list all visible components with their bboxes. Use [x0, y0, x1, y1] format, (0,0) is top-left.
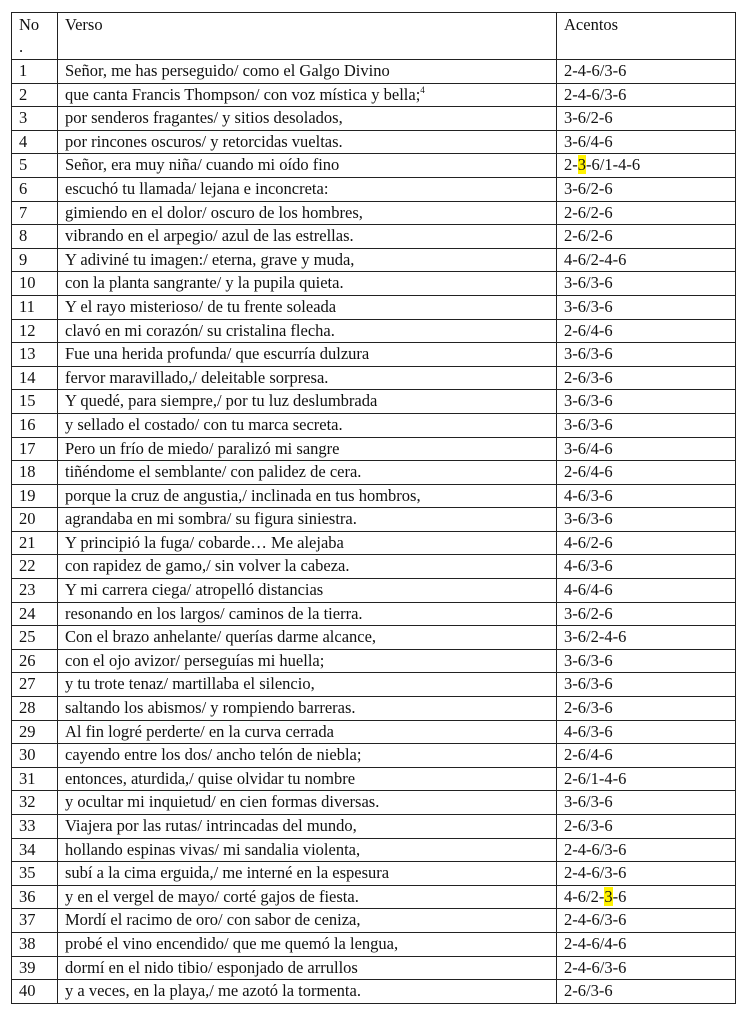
accents-cell: 2-6/2-6 — [557, 225, 736, 249]
accents-cell: 3-6/2-4-6 — [557, 626, 736, 650]
table-row — [12, 319, 736, 343]
verse-text: con rapidez de gamo,/ sin volver la cabeza. — [65, 556, 350, 576]
accents-cell: 4-6/3-6 — [557, 484, 736, 508]
verse-text: clavó en mi corazón/ su cristalina flecha. — [65, 320, 335, 340]
verse-text: y ocultar mi inquietud/ en cien formas diversas. — [65, 792, 380, 812]
header-no-dot: . — [19, 37, 24, 56]
table-row — [12, 225, 736, 249]
verse-text-cell — [58, 720, 557, 744]
table-row — [12, 791, 736, 815]
verse-text: Señor, me has perseguido/ como el Galgo Divino — [65, 61, 390, 80]
accents-cell: 3-6/3-6 — [557, 508, 736, 532]
table-row — [12, 885, 736, 909]
verse-table-container — [11, 12, 736, 1004]
table-row — [12, 720, 736, 744]
verse-text: Señor, era muy niña/ cuando mi oído fino — [65, 155, 340, 175]
table-row — [12, 60, 736, 84]
header-no — [12, 13, 58, 60]
verse-text-cell — [58, 83, 557, 107]
table-row — [12, 437, 736, 461]
verse-text-cell — [58, 343, 557, 367]
highlighted-accent: 3 — [577, 155, 586, 175]
table-row — [12, 248, 736, 272]
row-number: 2 — [12, 83, 58, 107]
row-number: 8 — [12, 225, 58, 249]
verse-text: por rincones oscuros/ y retorcidas vueltas. — [65, 131, 343, 151]
table-row — [12, 390, 736, 414]
table-row — [12, 508, 736, 532]
table-row — [12, 579, 736, 603]
verse-table — [11, 12, 736, 1004]
verse-text: Pero un frío de miedo/ paralizó mi sangre — [65, 438, 340, 458]
verse-text: escuchó tu llamada/ lejana e inconcreta: — [65, 178, 329, 198]
verse-text-cell — [58, 579, 557, 603]
row-number: 35 — [12, 862, 58, 886]
accents-cell: 2-4-6/3-6 — [557, 956, 736, 980]
verse-text: subí a la cima erguida,/ me interné en la espesura — [65, 863, 390, 883]
accents-cell: 4-6/2-6 — [557, 531, 736, 555]
header-verso: Verso — [58, 13, 557, 60]
verse-text: Y mi carrera ciega/ atropelló distancias — [65, 580, 324, 600]
table-row — [12, 107, 736, 131]
verse-text-cell — [58, 791, 557, 815]
table-row — [12, 295, 736, 319]
accents-cell: 3-6/3-6 — [557, 272, 736, 296]
verse-text: Y el rayo misterioso/ de tu frente soleada — [65, 296, 337, 316]
accents-cell: 2-6/4-6 — [557, 744, 736, 768]
verse-text: Con el brazo anhelante/ querías darme alcance, — [65, 627, 377, 647]
verse-text-cell — [58, 154, 557, 178]
verse-text: con la planta sangrante/ y la pupila quieta. — [65, 273, 344, 293]
accents-cell — [557, 154, 736, 178]
verse-text-cell — [58, 602, 557, 626]
accents-cell: 4-6/2-4-6 — [557, 248, 736, 272]
verse-text-cell — [58, 673, 557, 697]
accent-pattern-part: 4-6/2- — [564, 886, 605, 906]
table-row — [12, 413, 736, 437]
verse-text-cell — [58, 531, 557, 555]
verse-text: saltando los abismos/ y rompiendo barreras. — [65, 698, 356, 718]
verse-text-cell — [58, 555, 557, 579]
table-row — [12, 956, 736, 980]
verse-text: Mordí el racimo de oro/ con sabor de ceniza, — [65, 910, 361, 930]
table-row — [12, 673, 736, 697]
table-row — [12, 626, 736, 650]
row-number: 1 — [12, 60, 58, 84]
table-row — [12, 201, 736, 225]
verse-text: probé el vino encendido/ que me quemó la lengua, — [65, 933, 399, 953]
footnote-marker: 4 — [420, 84, 425, 95]
accents-cell: 3-6/3-6 — [557, 295, 736, 319]
verse-text-cell — [58, 626, 557, 650]
verse-text-cell — [58, 413, 557, 437]
verse-text-cell — [58, 909, 557, 933]
verse-text: fervor maravillado,/ deleitable sorpresa. — [65, 367, 329, 387]
table-row — [12, 484, 736, 508]
verse-text: Y adiviné tu imagen:/ eterna, grave y muda, — [65, 249, 355, 269]
accents-cell: 2-4-6/3-6 — [557, 862, 736, 886]
verse-text-cell — [58, 649, 557, 673]
verse-text-cell — [58, 697, 557, 721]
row-number: 14 — [12, 366, 58, 390]
row-number: 31 — [12, 767, 58, 791]
accents-cell: 2-6/2-6 — [557, 201, 736, 225]
accents-cell: 4-6/4-6 — [557, 579, 736, 603]
row-number: 32 — [12, 791, 58, 815]
verse-text-cell — [58, 60, 557, 84]
accents-cell: 2-6/3-6 — [557, 366, 736, 390]
table-row — [12, 862, 736, 886]
verse-text: agrandaba en mi sombra/ su figura siniestra. — [65, 509, 357, 529]
row-number: 29 — [12, 720, 58, 744]
accents-cell: 2-6/1-4-6 — [557, 767, 736, 791]
accents-cell: 2-4-6/3-6 — [557, 83, 736, 107]
accents-cell: 4-6/3-6 — [557, 555, 736, 579]
table-row — [12, 366, 736, 390]
verse-text-cell — [58, 390, 557, 414]
accents-cell: 2-4-6/3-6 — [557, 838, 736, 862]
verse-text-cell — [58, 201, 557, 225]
table-row — [12, 531, 736, 555]
verse-text: por senderos fragantes/ y sitios desolados, — [65, 108, 343, 128]
verse-text: Fue una herida profunda/ que escurría dulzura — [65, 344, 370, 364]
row-number: 34 — [12, 838, 58, 862]
verse-text: vibrando en el arpegio/ azul de las estrellas. — [65, 226, 354, 246]
table-row — [12, 909, 736, 933]
row-number: 23 — [12, 579, 58, 603]
row-number: 10 — [12, 272, 58, 296]
table-row — [12, 343, 736, 367]
table-row — [12, 83, 736, 107]
verse-text-cell — [58, 956, 557, 980]
verse-text: y sellado el costado/ con tu marca secreta. — [65, 414, 343, 434]
row-number: 12 — [12, 319, 58, 343]
verse-text-cell — [58, 744, 557, 768]
row-number: 33 — [12, 815, 58, 839]
row-number: 11 — [12, 295, 58, 319]
row-number: 39 — [12, 956, 58, 980]
verse-text-cell — [58, 366, 557, 390]
table-row — [12, 980, 736, 1004]
header-acentos: Acentos — [557, 13, 736, 60]
verse-text: dormí en el nido tibio/ esponjado de arrullos — [65, 957, 358, 977]
row-number: 40 — [12, 980, 58, 1004]
accent-pattern-part: 2- — [564, 155, 578, 175]
accents-cell — [557, 885, 736, 909]
verse-text-cell — [58, 932, 557, 956]
accents-cell: 2-4-6/3-6 — [557, 60, 736, 84]
header-no-label: No — [19, 15, 40, 34]
verse-text-cell — [58, 272, 557, 296]
accents-cell: 2-4-6/4-6 — [557, 932, 736, 956]
verse-text-cell — [58, 295, 557, 319]
table-row — [12, 461, 736, 485]
row-number: 18 — [12, 461, 58, 485]
table-row — [12, 272, 736, 296]
accents-cell: 3-6/3-6 — [557, 673, 736, 697]
accents-cell: 2-6/3-6 — [557, 697, 736, 721]
accents-cell: 3-6/4-6 — [557, 437, 736, 461]
verse-text-cell — [58, 437, 557, 461]
verse-text: que canta Francis Thompson/ con voz mística y bella; — [65, 84, 421, 104]
accents-cell: 3-6/3-6 — [557, 390, 736, 414]
verse-text: cayendo entre los dos/ ancho telón de niebla; — [65, 745, 362, 765]
table-row — [12, 744, 736, 768]
verse-text-cell — [58, 177, 557, 201]
accents-cell: 3-6/3-6 — [557, 343, 736, 367]
verse-text-cell — [58, 980, 557, 1004]
verse-text: entonces, aturdida,/ quise olvidar tu nombre — [65, 768, 356, 788]
verse-text-cell — [58, 225, 557, 249]
row-number: 27 — [12, 673, 58, 697]
row-number: 36 — [12, 885, 58, 909]
verse-text: gimiendo en el dolor/ oscuro de los hombres, — [65, 202, 363, 222]
table-row — [12, 177, 736, 201]
accents-cell: 2-6/3-6 — [557, 815, 736, 839]
row-number: 28 — [12, 697, 58, 721]
table-row — [12, 767, 736, 791]
accents-cell: 3-6/3-6 — [557, 413, 736, 437]
row-number: 37 — [12, 909, 58, 933]
accents-cell: 2-6/3-6 — [557, 980, 736, 1004]
row-number: 13 — [12, 343, 58, 367]
row-number: 25 — [12, 626, 58, 650]
table-row — [12, 602, 736, 626]
accents-cell: 3-6/3-6 — [557, 649, 736, 673]
row-number: 30 — [12, 744, 58, 768]
verse-text: porque la cruz de angustia,/ inclinada en tus hombros, — [65, 485, 421, 505]
row-number: 21 — [12, 531, 58, 555]
row-number: 38 — [12, 932, 58, 956]
verse-text-cell — [58, 484, 557, 508]
row-number: 26 — [12, 649, 58, 673]
table-row — [12, 154, 736, 178]
verse-text-cell — [58, 862, 557, 886]
accents-cell: 2-6/4-6 — [557, 319, 736, 343]
highlighted-accent: 3 — [604, 886, 613, 906]
table-row — [12, 838, 736, 862]
accent-pattern-part: -6/1-4-6 — [586, 155, 641, 175]
accents-cell: 4-6/3-6 — [557, 720, 736, 744]
verse-text-cell — [58, 130, 557, 154]
accent-pattern-part: -6 — [612, 886, 627, 906]
row-number: 4 — [12, 130, 58, 154]
table-row — [12, 555, 736, 579]
verse-text-cell — [58, 767, 557, 791]
table-row — [12, 130, 736, 154]
row-number: 16 — [12, 413, 58, 437]
row-number: 24 — [12, 602, 58, 626]
verse-text-cell — [58, 107, 557, 131]
verse-text-cell — [58, 461, 557, 485]
verse-text: hollando espinas vivas/ mi sandalia violenta, — [65, 839, 361, 859]
verse-text-cell — [58, 248, 557, 272]
row-number: 9 — [12, 248, 58, 272]
verse-text: con el ojo avizor/ perseguías mi huella; — [65, 650, 325, 670]
row-number: 6 — [12, 177, 58, 201]
accents-cell: 3-6/2-6 — [557, 602, 736, 626]
verse-text: tiñéndome el semblante/ con palidez de cera. — [65, 462, 362, 482]
row-number: 15 — [12, 390, 58, 414]
accents-cell: 3-6/2-6 — [557, 107, 736, 131]
table-row — [12, 932, 736, 956]
verse-text: Viajera por las rutas/ intrincadas del mundo, — [65, 816, 357, 835]
row-number: 22 — [12, 555, 58, 579]
verse-text: y tu trote tenaz/ martillaba el silencio, — [65, 674, 315, 694]
verse-text: Y quedé, para siempre,/ por tu luz deslumbrada — [65, 391, 378, 411]
verse-text: Al fin logré perderte/ en la curva cerrada — [65, 721, 334, 741]
accents-cell: 3-6/2-6 — [557, 177, 736, 201]
verse-text: Y principió la fuga/ cobarde… Me alejaba — [65, 532, 344, 552]
row-number: 17 — [12, 437, 58, 461]
accents-cell: 3-6/3-6 — [557, 791, 736, 815]
verse-text-cell — [58, 815, 557, 839]
verse-text: resonando en los largos/ caminos de la tierra. — [65, 603, 363, 623]
row-number: 19 — [12, 484, 58, 508]
accents-cell: 3-6/4-6 — [557, 130, 736, 154]
table-row — [12, 697, 736, 721]
accents-cell: 2-4-6/3-6 — [557, 909, 736, 933]
table-row — [12, 649, 736, 673]
row-number: 7 — [12, 201, 58, 225]
verse-text-cell — [58, 319, 557, 343]
verse-text: y a veces, en la playa,/ me azotó la tormenta. — [65, 981, 361, 1001]
verse-text-cell — [58, 885, 557, 909]
table-row — [12, 815, 736, 839]
row-number: 3 — [12, 107, 58, 131]
row-number: 20 — [12, 508, 58, 532]
verse-text: y en el vergel de mayo/ corté gajos de fiesta. — [65, 886, 359, 906]
row-number: 5 — [12, 154, 58, 178]
table-header-row — [12, 13, 736, 60]
verse-text-cell — [58, 838, 557, 862]
verse-text-cell — [58, 508, 557, 532]
accents-cell: 2-6/4-6 — [557, 461, 736, 485]
